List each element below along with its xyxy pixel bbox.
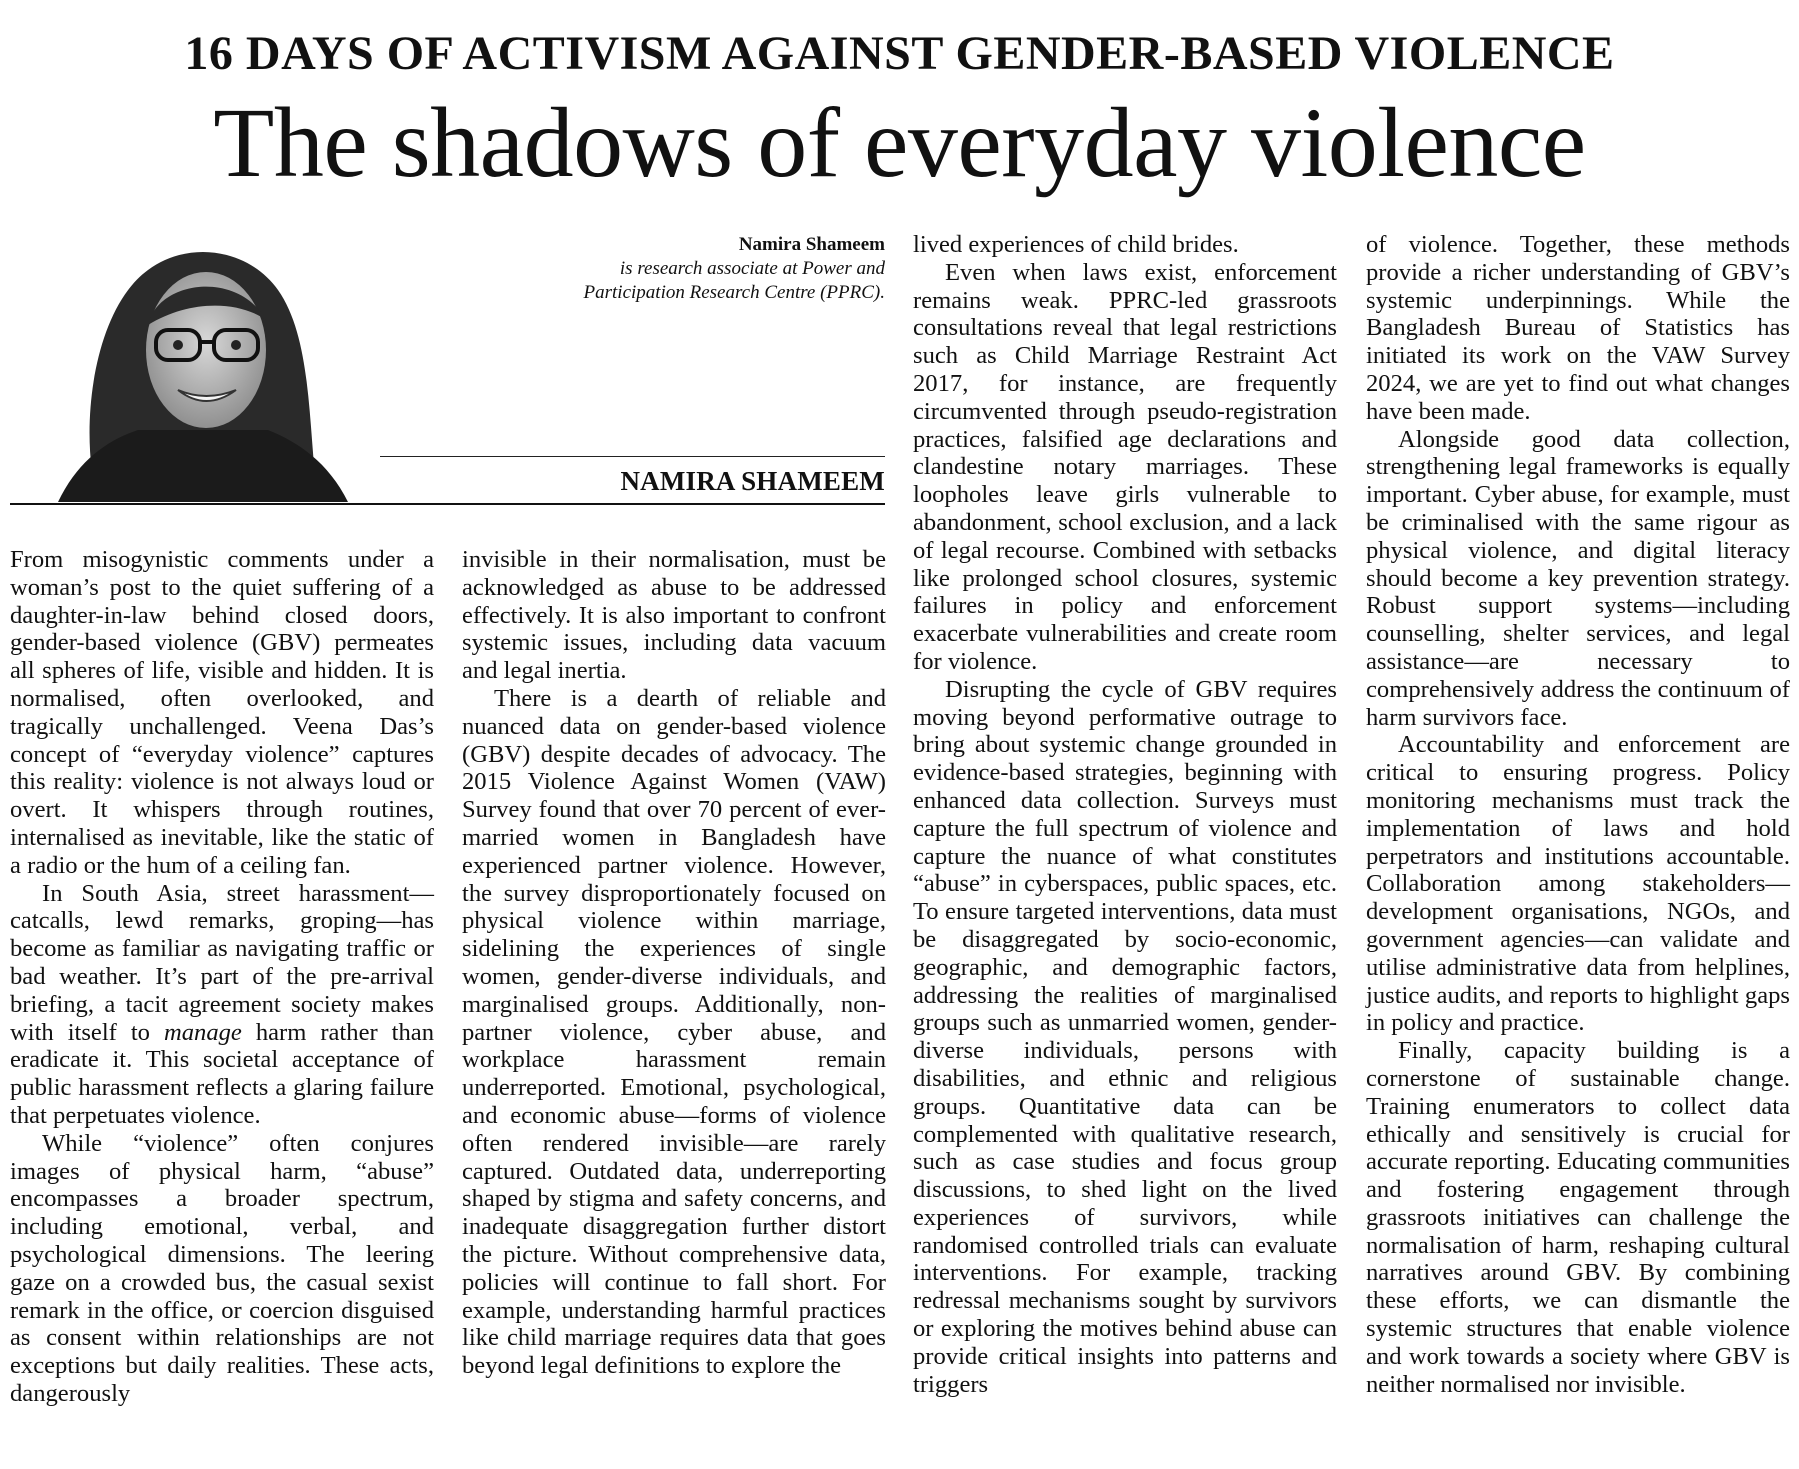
paragraph: invisible in their normalisation, must be acknowledged as abuse to be addressed effectively. It is also important to confront systemic issues, including data vacuum and legal inertia. xyxy=(462,546,886,685)
text-span: In South Asia, street harassment—catcalls, lewd remarks, groping—has become as familiar as navigating traffic or bad weather. It’s part of the pre-arrival briefing, a tacit agreement society makes with itself to xyxy=(10,879,434,1046)
paragraph: Even when laws exist, enforcement remains weak. PPRC-led grassroots consultations reveal that legal restrictions such as Child Marriage Restraint Act 2017, for instance, are frequently circumvented through pseudo-registration practices, falsified age declarations and clandestine notary marriages. These loopholes leave girls vulnerable to abandonment, school exclusion, and a lack of legal recourse. Combined with setbacks like prolonged school closures, systemic failures in policy and enforcement exacerbate vulnerabilities and create room for violence. xyxy=(913,258,1337,675)
text-span: harm rather than eradicate it. This societal acceptance of public harassment reflects a glaring failure that perpetuates violence. xyxy=(10,1018,434,1129)
paragraph: Finally, capacity building is a cornerstone of sustainable change. Training enumerators to collect data ethically and sensitively is crucial for accurate reporting. Educating communities and fostering engagement through grassroots initiatives can challenge the normalisation of harm, reshaping cultural narratives around GBV. By combining these efforts, we can dismantle the systemic structures that enable violence and work towards a society where GBV is neither normalised nor invisible. xyxy=(1366,1037,1790,1398)
author-photo xyxy=(38,230,368,502)
paragraph: Disrupting the cycle of GBV requires moving beyond performative outrage to bring about systemic change grounded in evidence-based strategies, beginning with enhanced data collection. Surveys must capture the full spectrum of violence and capture the nuance of what constitutes “abuse” in cyberspaces, public spaces, etc. To ensure targeted interventions, data must be disaggregated by socio-economic, geographic, and demographic factors, addressing the realities of marginalised groups such as unmarried women, gender-diverse individuals, persons with disabilities, and ethnic and religious groups. Quantitative data can be complemented with qualitative research, such as case studies and focus group discussions, to shed light on the lived experiences of survivors, while randomised controlled trials can evaluate interventions. For example, tracking redressal mechanisms sought by survivors or exploring the motives behind abuse can provide critical insights into patterns and triggers xyxy=(913,675,1337,1398)
article-column-3 xyxy=(913,231,1337,1398)
section-kicker: 16 DAYS OF ACTIVISM AGAINST GENDER-BASED VIOLENCE xyxy=(184,27,1615,80)
paragraph: of violence. Together, these methods provide a richer understanding of GBV’s systemic underpinnings. While the Bangladesh Bureau of Statistics has initiated its work on the VAW Survey 2024, we are yet to find out what changes have been made. xyxy=(1366,231,1790,425)
paragraph: There is a dearth of reliable and nuanced data on gender-based violence (GBV) despite decades of advocacy. The 2015 Violence Against Women (VAW) Survey found that over 70 percent of ever-married women in Bangladesh have experienced partner violence. However, the survey disproportionately focused on physical violence within marriage, sidelining the experiences of single women, gender-diverse individuals, and marginalised groups. Additionally, non-partner violence, cyber abuse, and workplace harassment remain underreported. Emotional, psychological, and economic abuse—forms of violence often rendered invisible—are rarely captured. Outdated data, underreporting shaped by stigma and safety concerns, and inadequate disaggregation further distort the picture. Without comprehensive data, policies will continue to fall short. For example, understanding harmful practices like child marriage requires data that goes beyond legal definitions to explore the xyxy=(462,684,886,1380)
header-bottom-rule xyxy=(10,503,885,505)
divider-line xyxy=(380,456,885,457)
author-portrait xyxy=(38,230,368,502)
author-description-line-1: is research associate at Power and xyxy=(619,258,885,279)
byline: NAMIRA SHAMEEM xyxy=(620,466,885,496)
article-column-1 xyxy=(10,546,434,1408)
article-column-4 xyxy=(1366,231,1790,1398)
author-note xyxy=(505,233,885,305)
paragraph: Alongside good data collection, strengthening legal frameworks is equally important. Cyber abuse, for example, must be criminalised with the same rigour as physical violence, and digital literacy should become a key prevention strategy. Robust support systems—including counselling, shelter services, and legal assistance—are necessary to comprehensively address the continuum of harm survivors face. xyxy=(1366,425,1790,731)
author-description-line-2: Participation Research Centre (PPRC). xyxy=(583,282,885,303)
paragraph: lived experiences of child brides. xyxy=(913,231,1239,258)
paragraph xyxy=(10,880,434,1130)
paragraph: Accountability and enforcement are critical to ensuring progress. Policy monitoring mechanisms must track the implementation of laws and hold perpetrators and institutions accountable. Collaboration among stakeholders—development organisations, NGOs, and government agencies—can validate and utilise administrative data from helplines, justice audits, and reports to highlight gaps in policy and practice. xyxy=(1366,731,1790,1037)
emphasis: manage xyxy=(163,1018,242,1046)
headline: The shadows of everyday violence xyxy=(213,87,1586,198)
author-name: Namira Shameem xyxy=(738,234,885,255)
paragraph: While “violence” often conjures images of physical harm, “abuse” encompasses a broader spectrum, including emotional, verbal, and psychological dimensions. The leering gaze on a crowded bus, the casual sexist remark in the office, or coercion disguised as consent within relationships are not exceptions but daily realities. These acts, dangerously xyxy=(10,1129,434,1407)
paragraph: From misogynistic comments under a woman’s post to the quiet suffering of a daughter-in-law behind closed doors, gender-based violence (GBV) permeates all spheres of life, visible and hidden. It is normalised, often overlooked, and tragically unchallenged. Veena Das’s concept of “everyday violence” captures this reality: violence is not always loud or overt. It whispers through routines, internalised as inevitable, like the static of a radio or the hum of a ceiling fan. xyxy=(10,546,434,879)
article-column-2 xyxy=(462,546,886,1380)
